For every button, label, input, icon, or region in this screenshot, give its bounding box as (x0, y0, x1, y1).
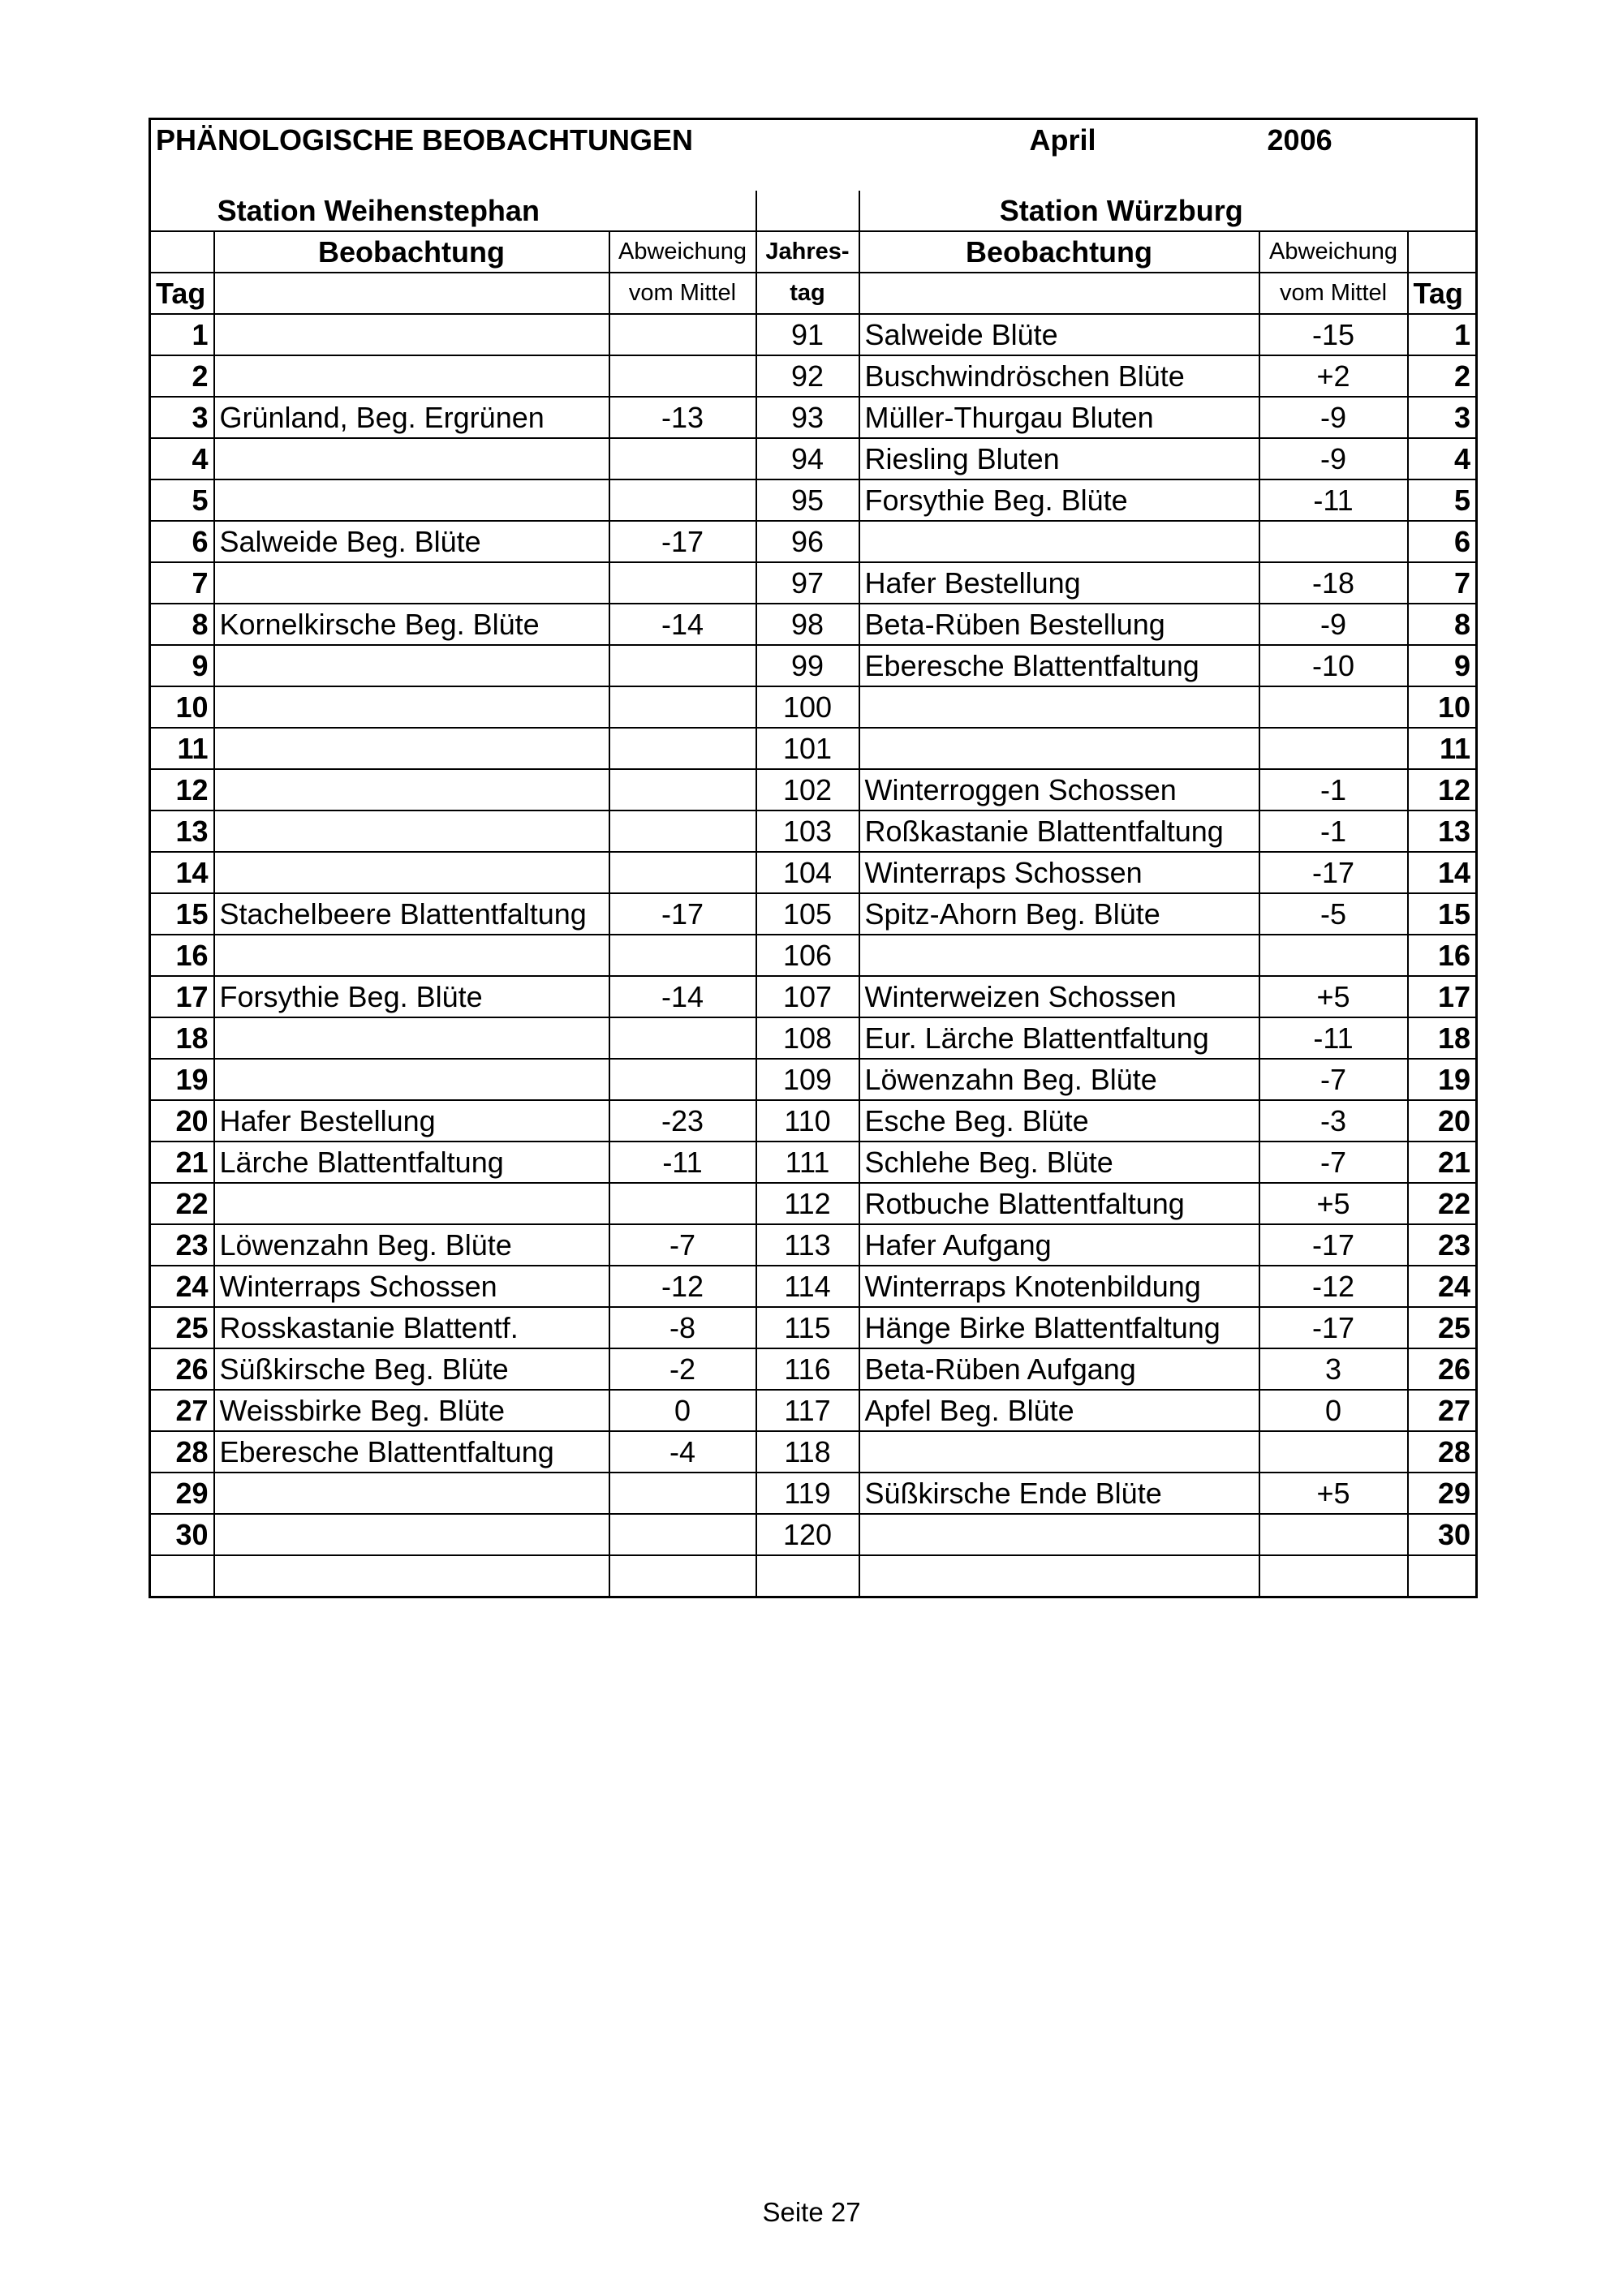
cell-wuerzburg-deviation: -5 (1259, 893, 1408, 935)
cell-tag-left: 20 (150, 1100, 214, 1142)
cell-weihenstephan-deviation (609, 686, 756, 728)
table-row (150, 355, 1477, 397)
cell-weihenstephan-observation (214, 1183, 609, 1224)
cell-tag-right: 23 (1408, 1224, 1477, 1266)
cell-wuerzburg-observation: Löwenzahn Beg. Blüte (859, 1059, 1259, 1100)
cell-jahrestag: 116 (756, 1348, 859, 1390)
table-row (150, 976, 1477, 1017)
cell-tag-right: 9 (1408, 645, 1477, 686)
cell-jahrestag: 118 (756, 1431, 859, 1473)
cell-jahrestag: 112 (756, 1183, 859, 1224)
cell-weihenstephan-deviation (609, 1514, 756, 1555)
cell-wuerzburg-observation: Buschwindröschen Blüte (859, 355, 1259, 397)
cell-tag-left: 22 (150, 1183, 214, 1224)
cell-wuerzburg-deviation: -11 (1259, 1017, 1408, 1059)
cell-wuerzburg-observation: Eberesche Blattentfaltung (859, 645, 1259, 686)
header-tag-left-blank (150, 231, 214, 273)
cell-weihenstephan-observation (214, 438, 609, 479)
cell-weihenstephan-deviation: -12 (609, 1266, 756, 1307)
table-row (150, 1100, 1477, 1142)
cell-jahrestag: 107 (756, 976, 859, 1017)
cell-wuerzburg-observation: Hafer Bestellung (859, 562, 1259, 604)
cell-empty (150, 1555, 214, 1597)
cell-tag-left: 28 (150, 1431, 214, 1473)
cell-wuerzburg-deviation: +5 (1259, 1473, 1408, 1514)
cell-empty (214, 1555, 609, 1597)
cell-jahrestag: 119 (756, 1473, 859, 1514)
cell-wuerzburg-deviation (1259, 521, 1408, 562)
cell-jahrestag: 120 (756, 1514, 859, 1555)
cell-tag-left: 7 (150, 562, 214, 604)
table-row (150, 728, 1477, 769)
table-row (150, 1266, 1477, 1307)
cell-weihenstephan-deviation (609, 852, 756, 893)
cell-wuerzburg-observation: Salweide Blüte (859, 314, 1259, 355)
cell-weihenstephan-deviation: -11 (609, 1142, 756, 1183)
cell-wuerzburg-observation: Rotbuche Blattentfaltung (859, 1183, 1259, 1224)
cell-tag-right: 15 (1408, 893, 1477, 935)
header-tag-right-blank (1408, 231, 1477, 273)
cell-wuerzburg-observation: Spitz-Ahorn Beg. Blüte (859, 893, 1259, 935)
report-title: PHÄNOLOGISCHE BEOBACHTUNGEN (150, 119, 859, 161)
header-tag-right: Tag (1408, 273, 1477, 314)
cell-tag-left: 9 (150, 645, 214, 686)
cell-weihenstephan-deviation (609, 1183, 756, 1224)
cell-jahrestag: 109 (756, 1059, 859, 1100)
cell-tag-left: 19 (150, 1059, 214, 1100)
cell-weihenstephan-deviation (609, 1059, 756, 1100)
table-row (150, 604, 1477, 645)
cell-weihenstephan-observation (214, 479, 609, 521)
cell-weihenstephan-observation (214, 852, 609, 893)
cell-weihenstephan-observation: Kornelkirsche Beg. Blüte (214, 604, 609, 645)
cell-weihenstephan-deviation (609, 1017, 756, 1059)
report-month: April (859, 119, 1259, 161)
cell-wuerzburg-deviation: 0 (1259, 1390, 1408, 1431)
cell-weihenstephan-observation (214, 810, 609, 852)
cell-jahrestag: 108 (756, 1017, 859, 1059)
cell-jahrestag: 111 (756, 1142, 859, 1183)
cell-tag-right: 25 (1408, 1307, 1477, 1348)
table-row (150, 935, 1477, 976)
cell-weihenstephan-deviation: -7 (609, 1224, 756, 1266)
cell-wuerzburg-deviation: +2 (1259, 355, 1408, 397)
cell-weihenstephan-observation (214, 686, 609, 728)
cell-wuerzburg-observation: Schlehe Beg. Blüte (859, 1142, 1259, 1183)
cell-weihenstephan-observation: Salweide Beg. Blüte (214, 521, 609, 562)
header-tag-left: Tag (150, 273, 214, 314)
cell-weihenstephan-observation: Winterraps Schossen (214, 1266, 609, 1307)
cell-wuerzburg-observation: Winterraps Schossen (859, 852, 1259, 893)
table-row (150, 769, 1477, 810)
header-wue-beobachtung: Beobachtung (859, 231, 1259, 273)
cell-empty (609, 1555, 756, 1597)
cell-tag-left: 26 (150, 1348, 214, 1390)
table-row (150, 893, 1477, 935)
cell-wuerzburg-observation (859, 1431, 1259, 1473)
cell-weihenstephan-deviation (609, 935, 756, 976)
cell-wuerzburg-deviation (1259, 686, 1408, 728)
cell-tag-right: 4 (1408, 438, 1477, 479)
cell-wuerzburg-deviation: -3 (1259, 1100, 1408, 1142)
cell-empty (756, 1555, 859, 1597)
cell-jahrestag: 110 (756, 1100, 859, 1142)
cell-weihenstephan-observation (214, 1059, 609, 1100)
cell-wuerzburg-observation: Müller-Thurgau Bluten (859, 397, 1259, 438)
cell-weihenstephan-deviation (609, 438, 756, 479)
header-ws-vom-mittel: vom Mittel (609, 273, 756, 314)
cell-weihenstephan-deviation (609, 314, 756, 355)
cell-weihenstephan-deviation (609, 355, 756, 397)
cell-weihenstephan-deviation: -2 (609, 1348, 756, 1390)
cell-tag-left: 14 (150, 852, 214, 893)
cell-tag-right: 26 (1408, 1348, 1477, 1390)
cell-tag-right: 19 (1408, 1059, 1477, 1100)
cell-wuerzburg-deviation: -17 (1259, 1224, 1408, 1266)
cell-wuerzburg-deviation: -11 (1259, 479, 1408, 521)
cell-wuerzburg-observation: Winterroggen Schossen (859, 769, 1259, 810)
table-row (150, 1017, 1477, 1059)
station-wuerzburg: Station Würzburg (859, 191, 1477, 231)
cell-tag-right: 13 (1408, 810, 1477, 852)
table-row (150, 1142, 1477, 1183)
report-year: 2006 (1259, 119, 1477, 161)
cell-tag-left: 11 (150, 728, 214, 769)
cell-weihenstephan-observation: Löwenzahn Beg. Blüte (214, 1224, 609, 1266)
cell-weihenstephan-observation (214, 935, 609, 976)
cell-wuerzburg-observation: Roßkastanie Blattentfaltung (859, 810, 1259, 852)
cell-tag-left: 12 (150, 769, 214, 810)
cell-tag-right: 8 (1408, 604, 1477, 645)
header-ws-blank (214, 273, 609, 314)
cell-tag-left: 15 (150, 893, 214, 935)
cell-wuerzburg-deviation: -17 (1259, 852, 1408, 893)
cell-wuerzburg-deviation: -18 (1259, 562, 1408, 604)
cell-weihenstephan-observation (214, 728, 609, 769)
cell-tag-left: 25 (150, 1307, 214, 1348)
column-header-row-1 (150, 231, 1477, 273)
table-row (150, 1514, 1477, 1555)
cell-jahrestag: 99 (756, 645, 859, 686)
table-row (150, 1390, 1477, 1431)
table-row (150, 438, 1477, 479)
cell-jahrestag: 95 (756, 479, 859, 521)
title-spacer-row (150, 160, 1477, 191)
cell-jahrestag: 98 (756, 604, 859, 645)
cell-tag-left: 27 (150, 1390, 214, 1431)
cell-weihenstephan-observation: Stachelbeere Blattentfaltung (214, 893, 609, 935)
header-ws-abweichung: Abweichung (609, 231, 756, 273)
cell-jahrestag: 100 (756, 686, 859, 728)
cell-weihenstephan-deviation (609, 728, 756, 769)
cell-jahrestag: 113 (756, 1224, 859, 1266)
cell-tag-left: 17 (150, 976, 214, 1017)
table-row (150, 1059, 1477, 1100)
cell-tag-left: 24 (150, 1266, 214, 1307)
cell-tag-right: 21 (1408, 1142, 1477, 1183)
cell-tag-right: 11 (1408, 728, 1477, 769)
cell-weihenstephan-observation: Weissbirke Beg. Blüte (214, 1390, 609, 1431)
cell-weihenstephan-observation (214, 1473, 609, 1514)
cell-wuerzburg-observation: Beta-Rüben Bestellung (859, 604, 1259, 645)
cell-tag-left: 21 (150, 1142, 214, 1183)
cell-wuerzburg-deviation (1259, 728, 1408, 769)
table-row (150, 645, 1477, 686)
header-ws-beobachtung: Beobachtung (214, 231, 609, 273)
cell-weihenstephan-observation (214, 355, 609, 397)
cell-wuerzburg-deviation: -9 (1259, 397, 1408, 438)
cell-wuerzburg-observation: Eur. Lärche Blattentfaltung (859, 1017, 1259, 1059)
cell-wuerzburg-deviation: +5 (1259, 976, 1408, 1017)
cell-tag-right: 10 (1408, 686, 1477, 728)
cell-tag-right: 2 (1408, 355, 1477, 397)
cell-weihenstephan-deviation (609, 769, 756, 810)
table-row (150, 810, 1477, 852)
header-tag-lower: tag (756, 273, 859, 314)
cell-weihenstephan-deviation: -8 (609, 1307, 756, 1348)
cell-weihenstephan-deviation: -4 (609, 1431, 756, 1473)
header-jahres: Jahres- (756, 231, 859, 273)
cell-jahrestag: 103 (756, 810, 859, 852)
table-row (150, 1473, 1477, 1514)
table-row (150, 479, 1477, 521)
cell-tag-right: 28 (1408, 1431, 1477, 1473)
cell-weihenstephan-observation (214, 769, 609, 810)
cell-wuerzburg-observation: Hänge Birke Blattentfaltung (859, 1307, 1259, 1348)
cell-jahrestag: 114 (756, 1266, 859, 1307)
cell-jahrestag: 92 (756, 355, 859, 397)
cell-jahrestag: 117 (756, 1390, 859, 1431)
cell-weihenstephan-deviation (609, 1473, 756, 1514)
cell-tag-right: 1 (1408, 314, 1477, 355)
cell-weihenstephan-deviation (609, 479, 756, 521)
station-row-jt-spacer (756, 191, 859, 231)
cell-wuerzburg-deviation (1259, 1431, 1408, 1473)
cell-weihenstephan-observation (214, 314, 609, 355)
cell-wuerzburg-observation: Beta-Rüben Aufgang (859, 1348, 1259, 1390)
column-header-row-2 (150, 273, 1477, 314)
cell-tag-left: 3 (150, 397, 214, 438)
cell-weihenstephan-observation (214, 1017, 609, 1059)
phenology-sheet (149, 118, 1475, 1598)
cell-tag-left: 4 (150, 438, 214, 479)
cell-empty (859, 1555, 1259, 1597)
cell-tag-left: 16 (150, 935, 214, 976)
cell-jahrestag: 115 (756, 1307, 859, 1348)
table-row (150, 1348, 1477, 1390)
cell-wuerzburg-observation: Apfel Beg. Blüte (859, 1390, 1259, 1431)
table-row (150, 397, 1477, 438)
cell-wuerzburg-deviation: 3 (1259, 1348, 1408, 1390)
cell-wuerzburg-observation (859, 686, 1259, 728)
cell-weihenstephan-deviation: 0 (609, 1390, 756, 1431)
cell-tag-right: 29 (1408, 1473, 1477, 1514)
table-row (150, 852, 1477, 893)
cell-wuerzburg-deviation: -1 (1259, 769, 1408, 810)
cell-jahrestag: 94 (756, 438, 859, 479)
cell-wuerzburg-deviation (1259, 935, 1408, 976)
cell-wuerzburg-deviation: -7 (1259, 1059, 1408, 1100)
cell-empty (1259, 1555, 1408, 1597)
cell-weihenstephan-deviation: -14 (609, 604, 756, 645)
cell-weihenstephan-observation: Eberesche Blattentfaltung (214, 1431, 609, 1473)
cell-tag-left: 8 (150, 604, 214, 645)
cell-wuerzburg-deviation: -9 (1259, 604, 1408, 645)
cell-wuerzburg-deviation: -7 (1259, 1142, 1408, 1183)
cell-weihenstephan-deviation (609, 645, 756, 686)
cell-wuerzburg-observation: Hafer Aufgang (859, 1224, 1259, 1266)
cell-weihenstephan-observation (214, 645, 609, 686)
observation-table (149, 118, 1478, 1598)
table-row (150, 521, 1477, 562)
cell-weihenstephan-deviation (609, 562, 756, 604)
cell-wuerzburg-deviation: -15 (1259, 314, 1408, 355)
cell-wuerzburg-observation (859, 1514, 1259, 1555)
table-row (150, 1224, 1477, 1266)
cell-jahrestag: 104 (756, 852, 859, 893)
cell-weihenstephan-deviation: -13 (609, 397, 756, 438)
cell-tag-right: 14 (1408, 852, 1477, 893)
cell-weihenstephan-deviation: -17 (609, 893, 756, 935)
cell-tag-left: 30 (150, 1514, 214, 1555)
station-weihenstephan: Station Weihenstephan (150, 191, 756, 231)
table-row (150, 1307, 1477, 1348)
cell-weihenstephan-observation: Forsythie Beg. Blüte (214, 976, 609, 1017)
cell-jahrestag: 102 (756, 769, 859, 810)
cell-wuerzburg-deviation: -17 (1259, 1307, 1408, 1348)
cell-weihenstephan-deviation (609, 810, 756, 852)
cell-jahrestag: 91 (756, 314, 859, 355)
cell-jahrestag: 105 (756, 893, 859, 935)
table-row (150, 562, 1477, 604)
table-row (150, 1183, 1477, 1224)
cell-tag-left: 2 (150, 355, 214, 397)
table-row-empty (150, 1555, 1477, 1597)
cell-wuerzburg-deviation: +5 (1259, 1183, 1408, 1224)
cell-weihenstephan-observation: Rosskastanie Blattentf. (214, 1307, 609, 1348)
cell-wuerzburg-deviation (1259, 1514, 1408, 1555)
cell-wuerzburg-observation: Süßkirsche Ende Blüte (859, 1473, 1259, 1514)
cell-wuerzburg-observation (859, 728, 1259, 769)
cell-tag-left: 1 (150, 314, 214, 355)
cell-tag-right: 12 (1408, 769, 1477, 810)
cell-tag-left: 23 (150, 1224, 214, 1266)
cell-tag-right: 18 (1408, 1017, 1477, 1059)
cell-tag-right: 3 (1408, 397, 1477, 438)
header-wue-vom-mittel: vom Mittel (1259, 273, 1408, 314)
cell-weihenstephan-observation (214, 562, 609, 604)
cell-tag-right: 22 (1408, 1183, 1477, 1224)
cell-tag-right: 30 (1408, 1514, 1477, 1555)
cell-weihenstephan-observation: Hafer Bestellung (214, 1100, 609, 1142)
cell-wuerzburg-observation: Forsythie Beg. Blüte (859, 479, 1259, 521)
cell-wuerzburg-deviation: -12 (1259, 1266, 1408, 1307)
cell-weihenstephan-observation: Lärche Blattentfaltung (214, 1142, 609, 1183)
cell-jahrestag: 93 (756, 397, 859, 438)
cell-wuerzburg-deviation: -9 (1259, 438, 1408, 479)
table-row (150, 686, 1477, 728)
cell-wuerzburg-observation (859, 521, 1259, 562)
cell-weihenstephan-deviation: -14 (609, 976, 756, 1017)
cell-empty (1408, 1555, 1477, 1597)
cell-jahrestag: 96 (756, 521, 859, 562)
cell-wuerzburg-observation: Riesling Bluten (859, 438, 1259, 479)
cell-wuerzburg-observation (859, 935, 1259, 976)
cell-wuerzburg-observation: Winterraps Knotenbildung (859, 1266, 1259, 1307)
cell-tag-right: 16 (1408, 935, 1477, 976)
cell-weihenstephan-observation (214, 1514, 609, 1555)
cell-wuerzburg-observation: Esche Beg. Blüte (859, 1100, 1259, 1142)
page-number: Seite 27 (762, 2197, 861, 2227)
cell-wuerzburg-deviation: -10 (1259, 645, 1408, 686)
cell-tag-left: 13 (150, 810, 214, 852)
cell-wuerzburg-observation: Winterweizen Schossen (859, 976, 1259, 1017)
cell-tag-right: 5 (1408, 479, 1477, 521)
cell-tag-right: 20 (1408, 1100, 1477, 1142)
cell-tag-left: 5 (150, 479, 214, 521)
cell-weihenstephan-deviation: -17 (609, 521, 756, 562)
cell-tag-right: 7 (1408, 562, 1477, 604)
cell-weihenstephan-deviation: -23 (609, 1100, 756, 1142)
cell-tag-left: 18 (150, 1017, 214, 1059)
cell-tag-right: 17 (1408, 976, 1477, 1017)
cell-tag-left: 10 (150, 686, 214, 728)
cell-weihenstephan-observation: Grünland, Beg. Ergrünen (214, 397, 609, 438)
cell-jahrestag: 106 (756, 935, 859, 976)
table-row (150, 1431, 1477, 1473)
cell-jahrestag: 101 (756, 728, 859, 769)
cell-tag-right: 24 (1408, 1266, 1477, 1307)
header-wue-blank (859, 273, 1259, 314)
cell-weihenstephan-observation: Süßkirsche Beg. Blüte (214, 1348, 609, 1390)
cell-wuerzburg-deviation: -1 (1259, 810, 1408, 852)
cell-tag-right: 6 (1408, 521, 1477, 562)
station-row (150, 191, 1477, 231)
cell-tag-right: 27 (1408, 1390, 1477, 1431)
cell-jahrestag: 97 (756, 562, 859, 604)
cell-tag-left: 29 (150, 1473, 214, 1514)
header-wue-abweichung: Abweichung (1259, 231, 1408, 273)
title-row (150, 119, 1477, 161)
table-row (150, 314, 1477, 355)
cell-tag-left: 6 (150, 521, 214, 562)
